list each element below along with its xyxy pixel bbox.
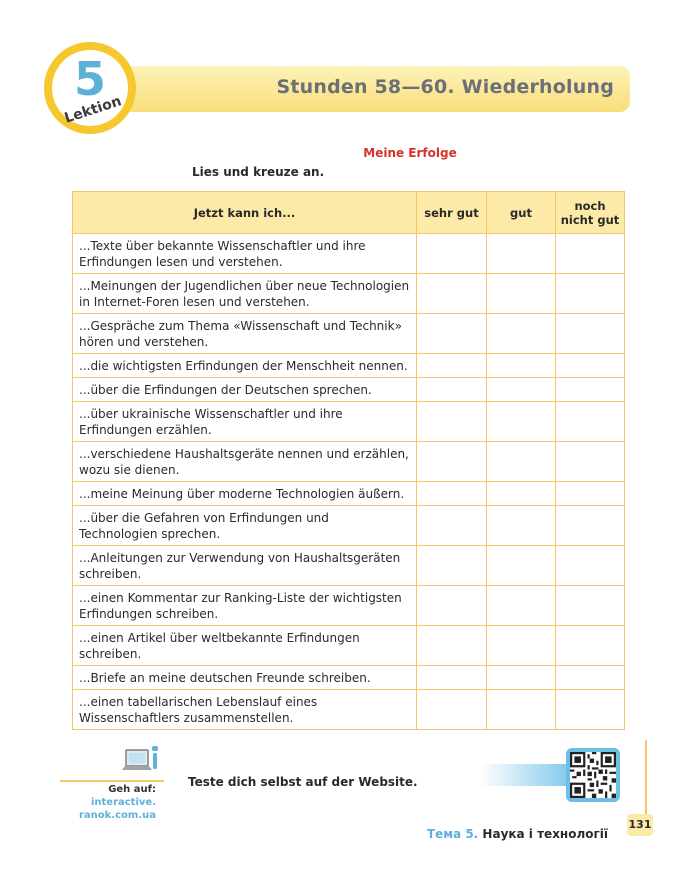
check-cell-gut[interactable] [487, 626, 556, 666]
website-label [60, 783, 156, 822]
table-row [73, 314, 625, 354]
check-cell-noch-nicht-gut[interactable] [556, 274, 625, 314]
table-row [73, 234, 625, 274]
check-cell-gut[interactable] [487, 482, 556, 506]
check-cell-sehr-gut[interactable] [417, 666, 487, 690]
table-row [73, 546, 625, 586]
check-cell-noch-nicht-gut[interactable] [556, 314, 625, 354]
check-cell-gut[interactable] [487, 442, 556, 482]
table-row [73, 506, 625, 546]
website-link-part-2[interactable]: ranok.com.ua [78, 810, 156, 821]
check-cell-gut[interactable] [487, 666, 556, 690]
header-statement: Jetzt kann ich... [73, 192, 417, 234]
statement-cell: ...über ukrainische Wissenschaftler und ihre Erfindungen erzählen. [73, 402, 417, 442]
check-cell-gut[interactable] [487, 274, 556, 314]
table-row [73, 626, 625, 666]
topic-name: Наука і технології [478, 827, 608, 841]
check-cell-gut[interactable] [487, 378, 556, 402]
statement-cell: ...über die Erfindungen der Deutschen sprechen. [73, 378, 417, 402]
check-cell-noch-nicht-gut[interactable] [556, 666, 625, 690]
check-cell-gut[interactable] [487, 314, 556, 354]
header-noch-nicht-gut: noch nicht gut [556, 192, 625, 234]
check-cell-sehr-gut[interactable] [417, 586, 487, 626]
statement-cell: ...einen Artikel über weltbekannte Erfindungen schreiben. [73, 626, 417, 666]
website-underline [60, 780, 164, 782]
statement-cell: ...meine Meinung über moderne Technologien äußern. [73, 482, 417, 506]
statement-cell: ...verschiedene Haushaltsgeräte nennen und erzählen, wozu sie dienen. [73, 442, 417, 482]
check-cell-noch-nicht-gut[interactable] [556, 506, 625, 546]
statement-cell: ...Meinungen der Jugendlichen über neue Technologien in Internet-Foren lesen und verstehen. [73, 274, 417, 314]
check-cell-sehr-gut[interactable] [417, 402, 487, 442]
check-cell-sehr-gut[interactable] [417, 442, 487, 482]
laptop-info-icon [122, 744, 164, 780]
table-row [73, 354, 625, 378]
check-cell-gut[interactable] [487, 690, 556, 730]
check-cell-sehr-gut[interactable] [417, 482, 487, 506]
qr-code-icon [570, 752, 616, 798]
check-cell-sehr-gut[interactable] [417, 314, 487, 354]
table-row [73, 690, 625, 730]
statement-cell: ...einen Kommentar zur Ranking-Liste der wichtigsten Erfindungen schreiben. [73, 586, 417, 626]
check-cell-sehr-gut[interactable] [417, 274, 487, 314]
statement-cell: ...Briefe an meine deutschen Freunde schreiben. [73, 666, 417, 690]
check-cell-noch-nicht-gut[interactable] [556, 482, 625, 506]
check-cell-noch-nicht-gut[interactable] [556, 586, 625, 626]
check-cell-gut[interactable] [487, 586, 556, 626]
check-cell-gut[interactable] [487, 546, 556, 586]
check-cell-sehr-gut[interactable] [417, 626, 487, 666]
self-assessment-table [72, 191, 625, 730]
lesson-badge [44, 42, 136, 134]
check-cell-gut[interactable] [487, 402, 556, 442]
check-cell-sehr-gut[interactable] [417, 378, 487, 402]
self-test-text: Teste dich selbst auf der Website. [188, 775, 418, 789]
qr-gradient [480, 764, 570, 786]
instruction: Lies und kreuze an. [192, 165, 325, 179]
page-title: Stunden 58—60. Wiederholung [276, 76, 614, 98]
header-sehr-gut: sehr gut [417, 192, 487, 234]
table-row [73, 378, 625, 402]
statement-cell: ...Gespräche zum Thema «Wissenschaft und Technik» hören und verstehen. [73, 314, 417, 354]
statement-cell: ...Texte über bekannte Wissenschaftler und ihre Erfindungen lesen und verstehen. [73, 234, 417, 274]
qr-code-frame[interactable] [566, 748, 620, 802]
check-cell-noch-nicht-gut[interactable] [556, 354, 625, 378]
table-row [73, 442, 625, 482]
table-row [73, 666, 625, 690]
statement-cell: ...Anleitungen zur Verwendung von Haushaltsgeräten schreiben. [73, 546, 417, 586]
header-bar [98, 66, 630, 112]
lesson-word: Lektion [62, 93, 124, 127]
check-cell-noch-nicht-gut[interactable] [556, 546, 625, 586]
website-link-part-1[interactable]: interactive. [90, 797, 156, 808]
table-row [73, 482, 625, 506]
check-cell-noch-nicht-gut[interactable] [556, 442, 625, 482]
statement-cell: ...die wichtigsten Erfindungen der Menschheit nennen. [73, 354, 417, 378]
website-prefix: Geh auf: [108, 784, 156, 795]
topic-number: Тема 5. [426, 827, 479, 841]
lesson-badge-inner [52, 50, 128, 126]
table-row [73, 274, 625, 314]
section-title: Meine Erfolge [363, 146, 457, 160]
check-cell-gut[interactable] [487, 354, 556, 378]
page-number: 131 [627, 814, 653, 836]
check-cell-sehr-gut[interactable] [417, 354, 487, 378]
check-cell-noch-nicht-gut[interactable] [556, 402, 625, 442]
check-cell-sehr-gut[interactable] [417, 690, 487, 730]
statement-cell: ...einen tabellarischen Lebenslauf eines Wissenschaftlers zusammenstellen. [73, 690, 417, 730]
table-row [73, 586, 625, 626]
check-cell-sehr-gut[interactable] [417, 546, 487, 586]
table-row [73, 402, 625, 442]
table-header-row [73, 192, 625, 234]
lesson-number: 5 [73, 52, 106, 106]
statement-cell: ...über die Gefahren von Erfindungen und Technologien sprechen. [73, 506, 417, 546]
check-cell-gut[interactable] [487, 506, 556, 546]
check-cell-noch-nicht-gut[interactable] [556, 626, 625, 666]
check-cell-noch-nicht-gut[interactable] [556, 690, 625, 730]
check-cell-noch-nicht-gut[interactable] [556, 234, 625, 274]
check-cell-sehr-gut[interactable] [417, 234, 487, 274]
header-gut: gut [487, 192, 556, 234]
check-cell-noch-nicht-gut[interactable] [556, 378, 625, 402]
topic-label [427, 827, 608, 841]
check-cell-sehr-gut[interactable] [417, 506, 487, 546]
check-cell-gut[interactable] [487, 234, 556, 274]
